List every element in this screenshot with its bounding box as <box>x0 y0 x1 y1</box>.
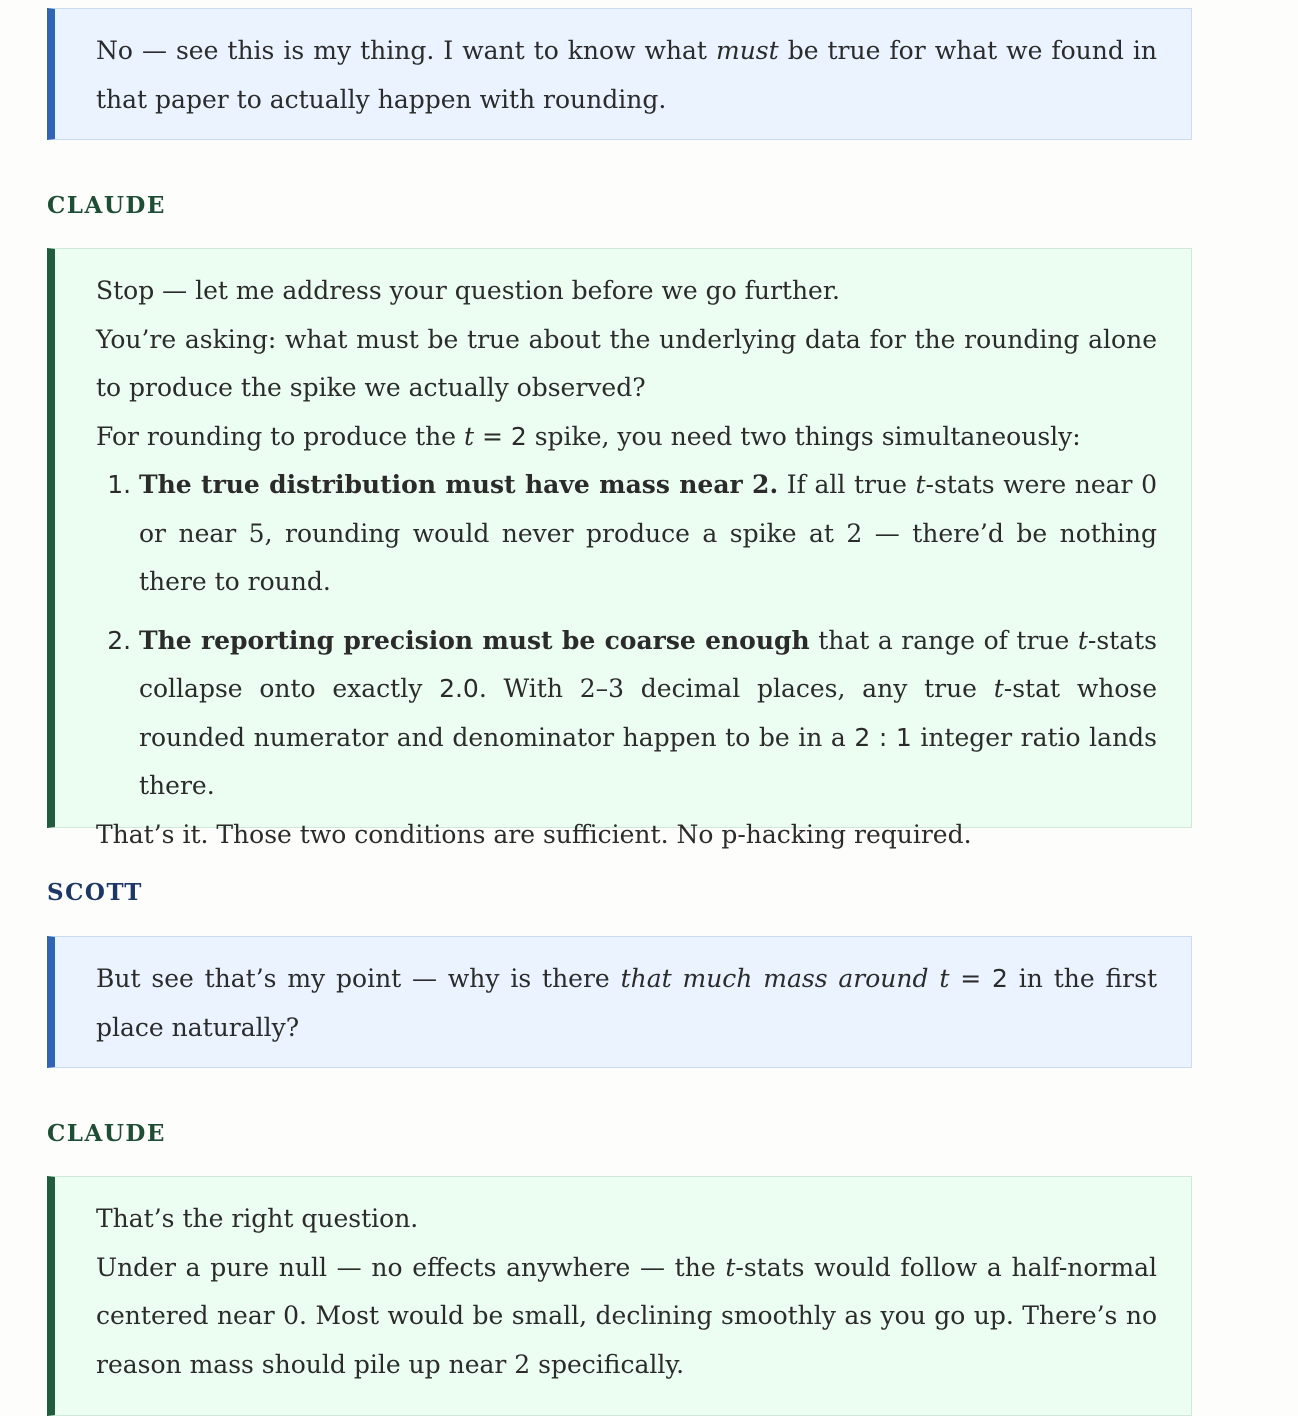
message-paragraph: Under a pure null — no effects anywhere — the t-stats would follow a half-normal centered near 0. Most would be small, declining smoothly as you go up. There’s no reason mass should pile up near 2 specifically. <box>96 1252 1157 1379</box>
message-paragraph: You’re asking: what must be true about the underlying data for the rounding alone to produce the spike we actually observed? <box>96 324 1157 402</box>
speaker-label: CLAUDE <box>47 192 166 219</box>
speaker-label: CLAUDE <box>47 1120 166 1147</box>
assistant-message <box>47 1176 1192 1416</box>
list-item: 1. The true distribution must have mass near 2. If all true t-stats were near 0 or near 5, rounding would never produce a spike at 2 — there’d be nothing there to round. <box>139 461 1157 607</box>
message-paragraph: That’s the right question. <box>96 1204 419 1233</box>
message-paragraph: For rounding to produce the t = 2 spike, you need two things simultaneously: <box>96 421 1081 451</box>
message-paragraph: Stop — let me address your question before we go further. <box>96 276 840 305</box>
message-text: No — see this is my thing. I want to know what must be true for what we found in that paper to actually happen with rounding. <box>96 36 1158 114</box>
user-message <box>47 8 1192 140</box>
numbered-list <box>96 461 1157 811</box>
list-item: 2. The reporting precision must be coarse enough that a range of true t-stats collapse onto exactly 2.0. With 2–3 decimal places, any true t-stat whose rounded numerator and denominator happen to be in a 2 : 1 integer ratio lands there. <box>139 617 1157 811</box>
assistant-message <box>47 248 1192 849</box>
speaker-label: SCOTT <box>47 879 143 906</box>
message-paragraph: That’s it. Those two conditions are sufficient. No p-hacking required. <box>96 819 972 849</box>
user-message <box>47 936 1192 1068</box>
message-text: But see that’s my point — why is there that much mass around t = 2 in the first place naturally? <box>96 964 1157 1042</box>
